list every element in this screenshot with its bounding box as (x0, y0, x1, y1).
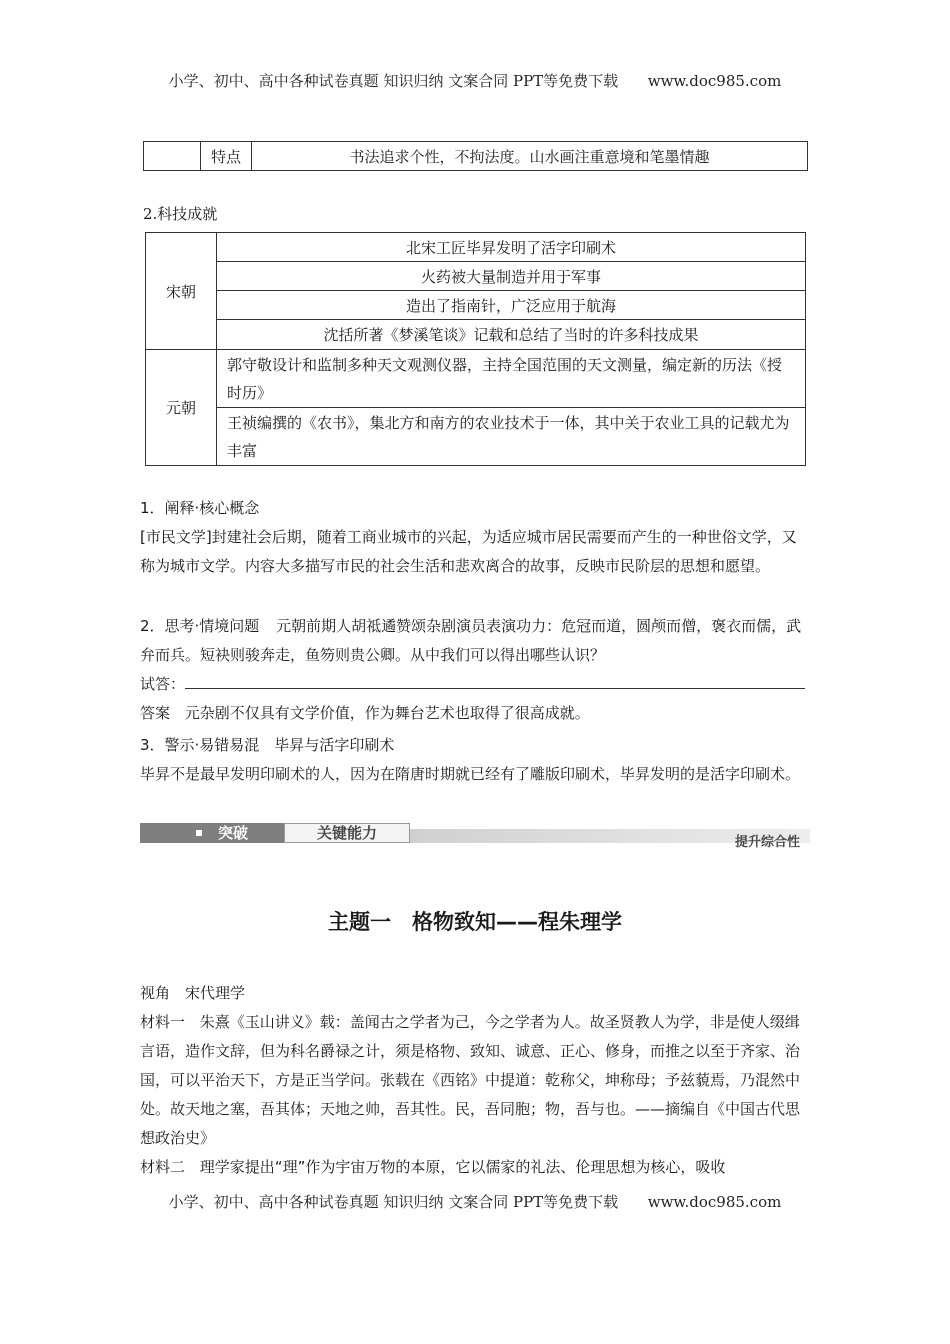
banner-left-label: 突破 (218, 824, 249, 842)
material1-label: 材料一 (140, 1013, 186, 1031)
art-features-table (143, 141, 808, 171)
material2-label: 材料二 (140, 1158, 186, 1176)
square-icon (196, 830, 202, 836)
yuan-item-2: 王祯编撰的《农书》，集北方和南方的农业技术于一体，其中关于农业工具的记载尤为丰富 (217, 408, 806, 466)
warning-title: 3．警示·易错易混 毕昇与活字印刷术 (140, 736, 395, 754)
warning-text: 毕昇不是最早发明印刷术的人，因为在隋唐时期就已经有了雕版印刷术，毕昇发明的是活字印刷术。 (140, 765, 801, 783)
answer-text: 元杂剧不仅具有文学价值，作为舞台艺术也取得了很高成就。 (184, 704, 590, 722)
footer-text: 小学、初中、高中各种试卷真题 知识归纳 文案合同 PPT等免费下载 (168, 1193, 619, 1211)
question-title: 2．思考·情境问题 (140, 617, 260, 635)
footer-url: www.doc985.com (647, 1193, 782, 1211)
banner-left (140, 823, 284, 843)
concept-text: [市民文学]封建社会后期，随着工商业城市的兴起，为适应城市居民需要而产生的一种世俗文学，又称为城市文学。内容大多描写市民的社会生活和悲欢离合的故事，反映市民阶层的思想和愿望。 (140, 528, 797, 575)
topic-title: 主题一 格物致知——程朱理学 (328, 910, 622, 934)
song-item-3: 造出了指南针，广泛应用于航海 (217, 291, 806, 320)
song-item-4: 沈括所著《梦溪笔谈》记载和总结了当时的许多科技成果 (217, 320, 806, 350)
materials-section (140, 979, 810, 1182)
answer-label: 答案 (140, 704, 171, 722)
header-url: www.doc985.com (647, 72, 782, 90)
header-text: 小学、初中、高中各种试卷真题 知识归纳 文案合同 PPT等免费下载 (168, 72, 619, 90)
table1-empty-cell (144, 142, 201, 171)
page-header (0, 70, 950, 91)
banner-right: 提升综合性 (734, 835, 800, 850)
table1-content: 书法追求个性，不拘法度。山水画注重意境和笔墨情趣 (252, 142, 808, 171)
yuan-item-1: 郭守敬设计和监制多种天文观测仪器，主持全国范围的天文测量，编定新的历法《授时历》 (217, 350, 806, 408)
song-item-1: 北宋工匠毕昇发明了活字印刷术 (217, 233, 806, 262)
concept-title: 1．阐释·核心概念 (140, 499, 260, 517)
science-achievements-table (145, 232, 806, 466)
section-banner (140, 823, 810, 850)
question-text: 元朝前期人胡祗遹赞颂杂剧演员表演功力：危冠而道，圆颅而僧，褒衣而儒，武弁而兵。短袂则骏奔走，鱼笏则贵公卿。从中我们可以得出哪些认识？ (140, 617, 802, 664)
answer-blank-line[interactable] (185, 672, 805, 689)
song-item-2: 火药被大量制造并用于军事 (217, 262, 806, 291)
view-label: 视角 宋代理学 (140, 984, 246, 1002)
song-dynasty-label: 宋朝 (146, 233, 217, 350)
page-footer (0, 1191, 950, 1212)
warning-section (140, 731, 810, 789)
banner-middle: 关键能力 (284, 823, 410, 843)
section-title-science: 2.科技成就 (143, 205, 218, 223)
yuan-dynasty-label: 元朝 (146, 350, 217, 466)
table1-label: 特点 (201, 142, 252, 171)
question-section (140, 612, 810, 728)
concept-section (140, 494, 810, 581)
material1-text: 朱熹《玉山讲义》载：盖闻古之学者为己，今之学者为人。故圣贤教人为学，非是使人缀缉言语，造作文辞，但为科名爵禄之计，须是格物、致知、诚意、正心、修身，而推之以至于齐家、治国，可以平治天下，方是正当学问。张载在《西铭》中提道：乾称父，坤称母；予兹藐焉，乃混然中处。故天地之塞，吾其体；天地之帅，吾其性。民，吾同胞；物，吾与也。——摘编自《中国古代思想政治史》 (140, 1013, 801, 1147)
answer-prompt: 试答： (140, 675, 186, 693)
material2-text: 理学家提出“理”作为宇宙万物的本原，它以儒家的礼法、伦理思想为核心，吸收 (199, 1158, 726, 1176)
